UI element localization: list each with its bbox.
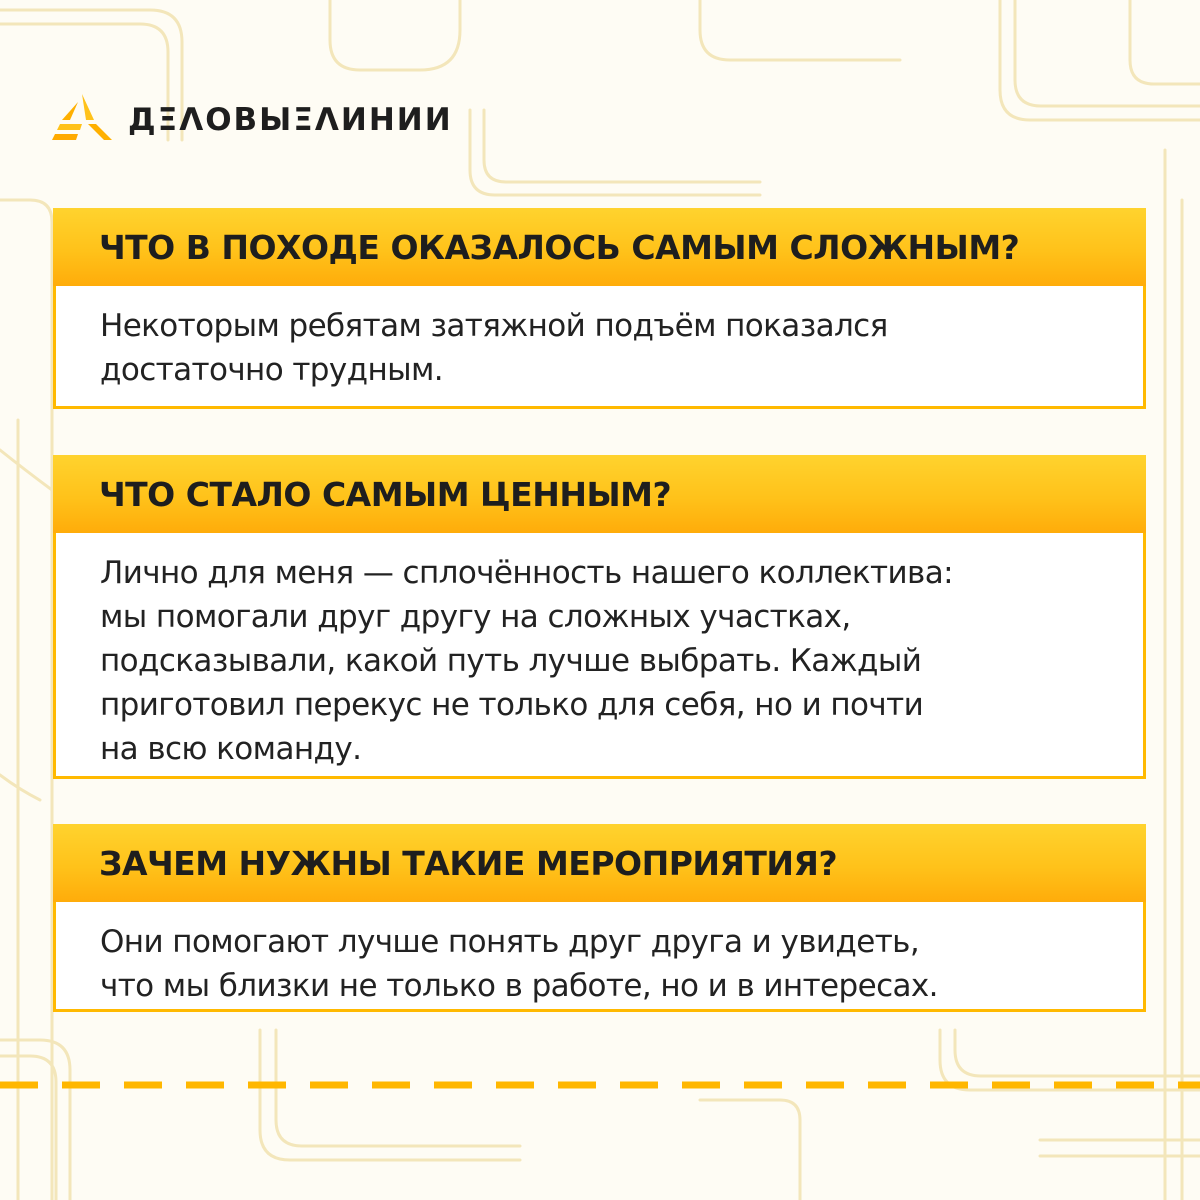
answer-line: Они помогают лучше понять друг друга и увидеть, [100, 924, 920, 960]
question-heading: ЧТО В ПОХОДЕ ОКАЗАЛОСЬ САМЫМ СЛОЖНЫМ? [99, 227, 1020, 267]
answer-line: Лично для меня — сплочённость нашего коллектива: [100, 555, 953, 591]
question-heading: ЗАЧЕМ НУЖНЫ ТАКИЕ МЕРОПРИЯТИЯ? [99, 843, 838, 883]
qa-card-header [53, 455, 1146, 533]
answer-line: на всю команду. [100, 731, 362, 767]
brand-logo[interactable] [52, 88, 453, 148]
answer-line: достаточно трудным. [100, 352, 444, 388]
answer-text [100, 920, 1123, 1008]
answer-text [100, 551, 1123, 771]
answer-line: подсказывали, какой путь лучше выбрать. Каждый [100, 643, 922, 679]
qa-card-2 [53, 455, 1146, 779]
answer-line: что мы близки не только в работе, но и в интересах. [100, 968, 938, 1004]
answer-box [53, 902, 1146, 1012]
qa-card-3 [53, 824, 1146, 1012]
brand-name: ДΞΛΟΒЫΞΛИНИИ [128, 102, 453, 138]
answer-line: Некоторым ребятам затяжной подъём показался [100, 308, 888, 344]
qa-card-1 [53, 208, 1146, 409]
answer-text [100, 304, 1123, 392]
answer-box [53, 286, 1146, 409]
answer-line: приготовил перекус не только для себя, но и почти [100, 687, 924, 723]
answer-box [53, 533, 1146, 779]
dashed-divider [0, 1081, 1200, 1089]
triangle-stripes-icon [52, 92, 112, 144]
question-heading: ЧТО СТАЛО САМЫМ ЦЕННЫМ? [99, 474, 672, 514]
qa-card-header [53, 824, 1146, 902]
qa-card-header [53, 208, 1146, 286]
answer-line: мы помогали друг другу на сложных участках, [100, 599, 851, 635]
